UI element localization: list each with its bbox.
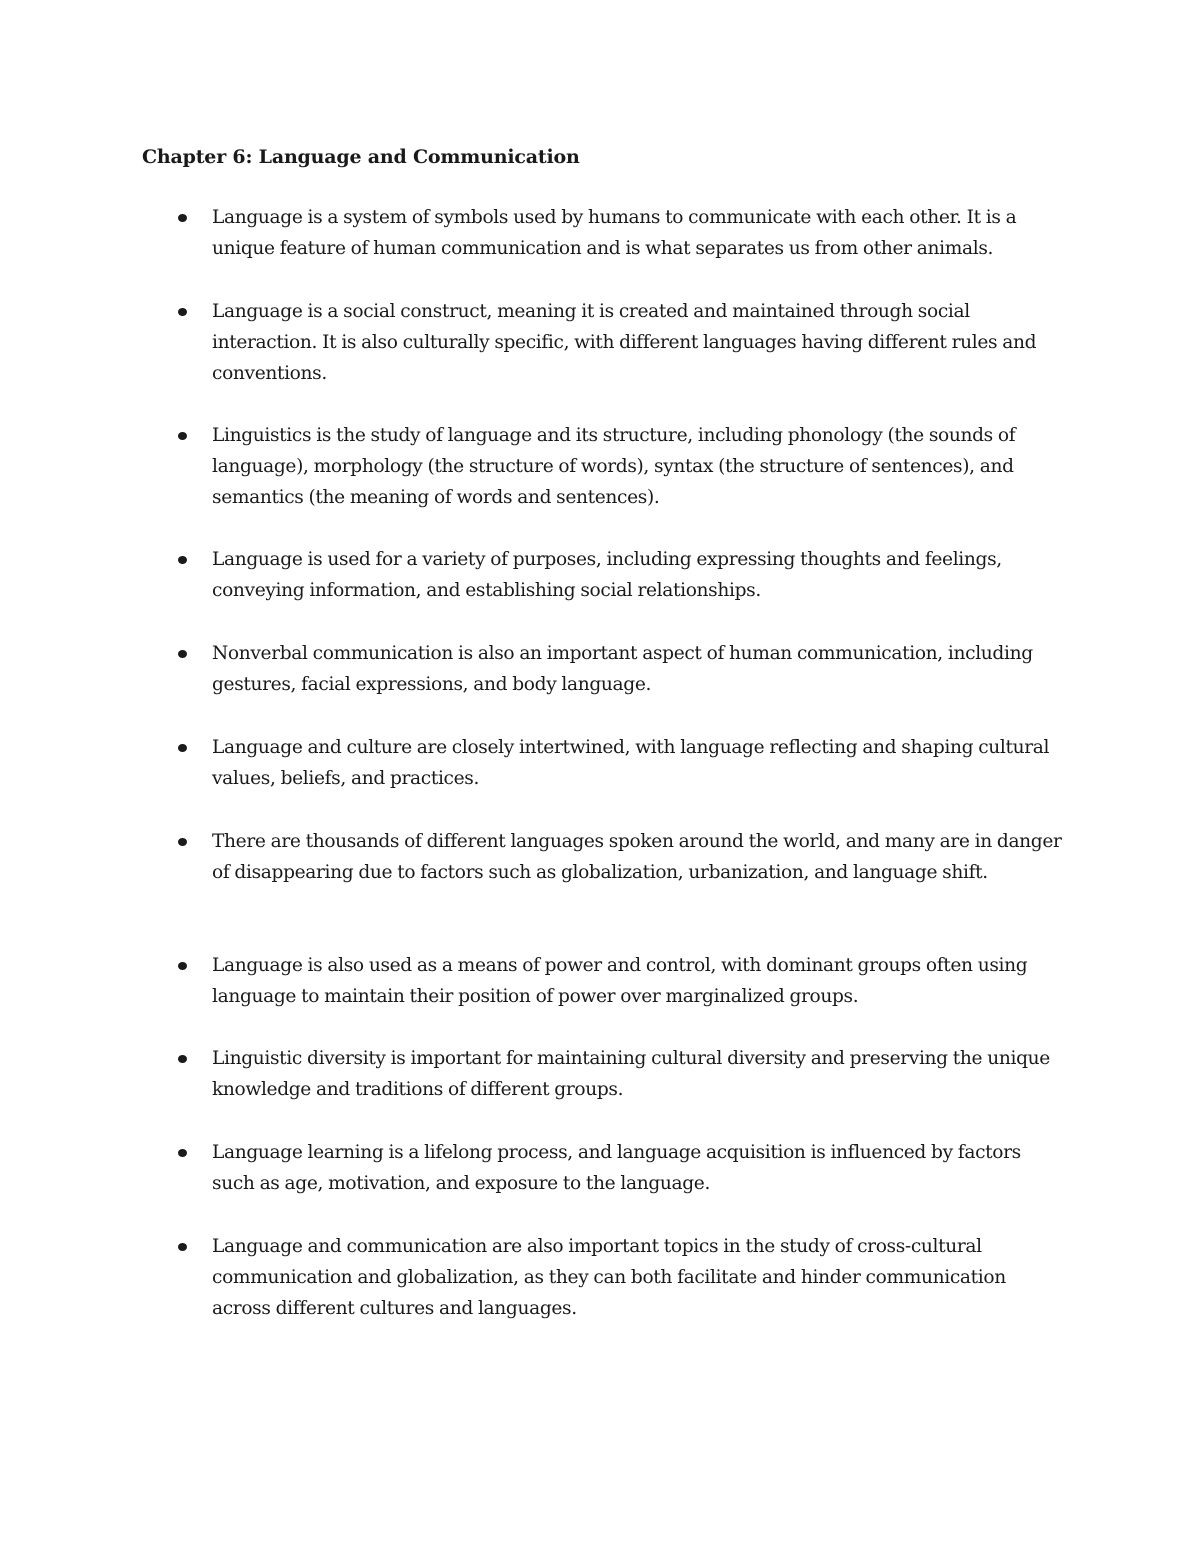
bullet-text: Linguistic diversity is important for maintaining cultural diversity and preserving the unique knowledge and traditions of different groups. (212, 1048, 1050, 1100)
bullet-dot-icon (178, 744, 187, 752)
bullet-dot-icon (178, 556, 187, 564)
bullet-dot-icon (178, 1055, 187, 1063)
bullet-text: Language and communication are also important topics in the study of cross-cultural communication and globalization, as they can both facilitate and hinder communication across different cultures and languages. (212, 1236, 1006, 1319)
bullet-dot-icon (178, 838, 187, 846)
bullet-text: Language is also used as a means of power and control, with dominant groups often using language to maintain their position of power over marginalized groups. (212, 955, 1028, 1007)
bullet-dot-icon (178, 214, 187, 222)
bullet-text: Language and culture are closely intertwined, with language reflecting and shaping cultural values, beliefs, and practices. (212, 737, 1050, 789)
bullet-text: Language is a system of symbols used by humans to communicate with each other. It is a unique feature of human communication and is what separates us from other animals. (212, 207, 1017, 259)
bullet-dot-icon (178, 1243, 187, 1251)
bullet-dot-icon (178, 1149, 187, 1157)
bullet-text: Nonverbal communication is also an important aspect of human communication, including gestures, facial expressions, and body language. (212, 643, 1033, 695)
bullet-text: Language learning is a lifelong process, and language acquisition is influenced by factors such as age, motivation, and exposure to the language. (212, 1142, 1021, 1194)
bullet-text: There are thousands of different languages spoken around the world, and many are in danger of disappearing due to factors such as globalization, urbanization, and language shift. (212, 831, 1062, 883)
bullet-dot-icon (178, 432, 187, 440)
bullet-text: Linguistics is the study of language and its structure, including phonology (the sounds of language), morphology (the structure of words), syntax (the structure of sentences), and semantics (the meaning of words and sentences). (212, 425, 1016, 508)
bullet-text: Language is a social construct, meaning it is created and maintained through social interaction. It is also culturally specific, with different languages having different rules and conventions. (212, 301, 1037, 384)
bullet-dot-icon (178, 962, 187, 970)
bullet-text: Language is used for a variety of purposes, including expressing thoughts and feelings, conveying information, and establishing social relationships. (212, 549, 1002, 601)
bullet-dot-icon (178, 308, 187, 316)
chapter-title: Chapter 6: Language and Communication (142, 146, 580, 168)
bullet-dot-icon (178, 650, 187, 658)
